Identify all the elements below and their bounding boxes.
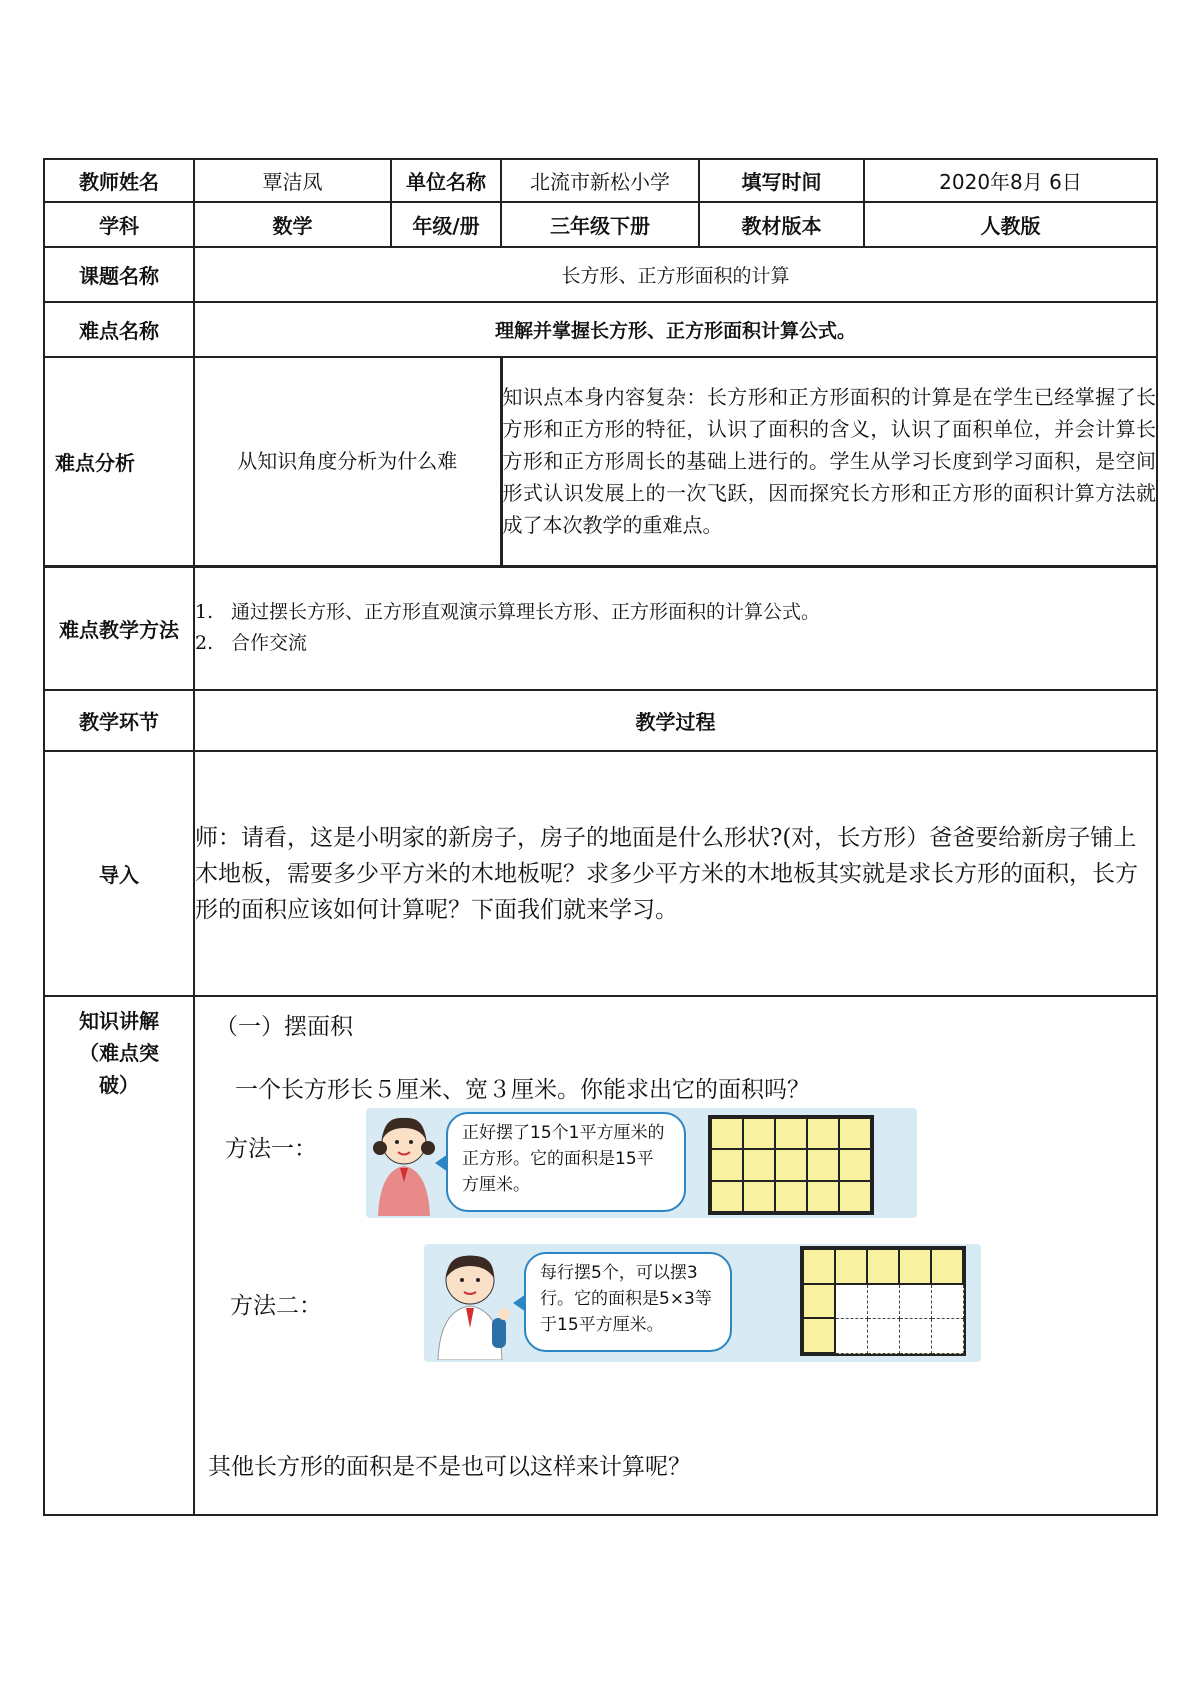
- method-one-bubble: 正好摆了15个1平方厘米的正方形。它的面积是15平方厘米。: [446, 1112, 686, 1212]
- lesson-plan-table: [43, 158, 1158, 1516]
- difficulty-value: 理解并掌握长方形、正方形面积计算公式。: [194, 302, 1157, 357]
- edition-value: 人教版: [864, 202, 1157, 247]
- process-header: 教学过程: [194, 690, 1157, 751]
- topic-value: 长方形、正方形面积的计算: [194, 247, 1157, 302]
- date-label: 填写时间: [699, 159, 864, 202]
- boy-illustration-icon: [430, 1248, 512, 1360]
- topic-label: 课题名称: [44, 247, 194, 302]
- area-question: 一个长方形长５厘米、宽３厘米。你能求出它的面积吗？: [235, 1077, 810, 1103]
- fill-date: 2020年8月 6日: [864, 159, 1157, 202]
- method-two-label: 方法二：: [230, 1293, 322, 1319]
- teacher-name: 覃洁凤: [194, 159, 391, 202]
- teacher-label: 教师姓名: [44, 159, 194, 202]
- difficulty-label: 难点名称: [44, 302, 194, 357]
- subject-label: 学科: [44, 202, 194, 247]
- analysis-text: 知识点本身内容复杂：长方形和正方形面积的计算是在学生已经掌握了长方形和正方形的特征，认识了面积的含义，认识了面积单位，并会计算长方形和正方形周长的基础上进行的。学生从学习长度到学习面积，是空间形式认识发展上的一次飞跃，因而探究长方形和正方形的面积计算方法就成了本次教学的重难点。: [501, 357, 1157, 566]
- edition-label: 教材版本: [699, 202, 864, 247]
- method-item-1: 1. 通过摆长方形、正方形直观演示算理长方形、正方形面积的计算公式。: [195, 601, 821, 624]
- method-two-bubble: 每行摆5个，可以摆3行。它的面积是5×3等于15平方厘米。: [524, 1252, 732, 1352]
- grid-5x3-rows: [800, 1246, 966, 1356]
- method-two-figure: [424, 1244, 981, 1362]
- grade-value: 三年级下册: [501, 202, 699, 247]
- subject-value: 数学: [194, 202, 391, 247]
- knowledge-label: 知识讲解 （难点突 破）: [44, 996, 194, 1515]
- methods-label: 难点教学方法: [44, 566, 194, 690]
- methods-list: [194, 566, 1157, 690]
- method-item-2: 2. 合作交流: [195, 632, 308, 655]
- analysis-angle: 从知识角度分析为什么难: [194, 357, 501, 566]
- grade-label: 年级/册: [391, 202, 501, 247]
- intro-label: 导入: [44, 751, 194, 996]
- stage-header: 教学环节: [44, 690, 194, 751]
- closing-question: 其他长方形的面积是不是也可以这样来计算呢？: [208, 1454, 691, 1480]
- girl-illustration-icon: [370, 1112, 438, 1216]
- analysis-label: 难点分析: [44, 357, 194, 566]
- section-title: （一）摆面积: [215, 1014, 353, 1040]
- unit-label: 单位名称: [391, 159, 501, 202]
- method-one-label: 方法一：: [225, 1136, 317, 1162]
- grid-15-squares: [708, 1115, 874, 1215]
- method-one-figure: [366, 1108, 917, 1218]
- intro-text: 师：请看，这是小明家的新房子，房子的地面是什么形状?(对，长方形）爸爸要给新房子铺上木地板，需要多少平方米的木地板呢？求多少平方米的木地板其实就是求长方形的面积，长方形的面积应该如何计算呢？下面我们就来学习。: [194, 751, 1157, 996]
- unit-name: 北流市新松小学: [501, 159, 699, 202]
- knowledge-content: [194, 996, 1157, 1515]
